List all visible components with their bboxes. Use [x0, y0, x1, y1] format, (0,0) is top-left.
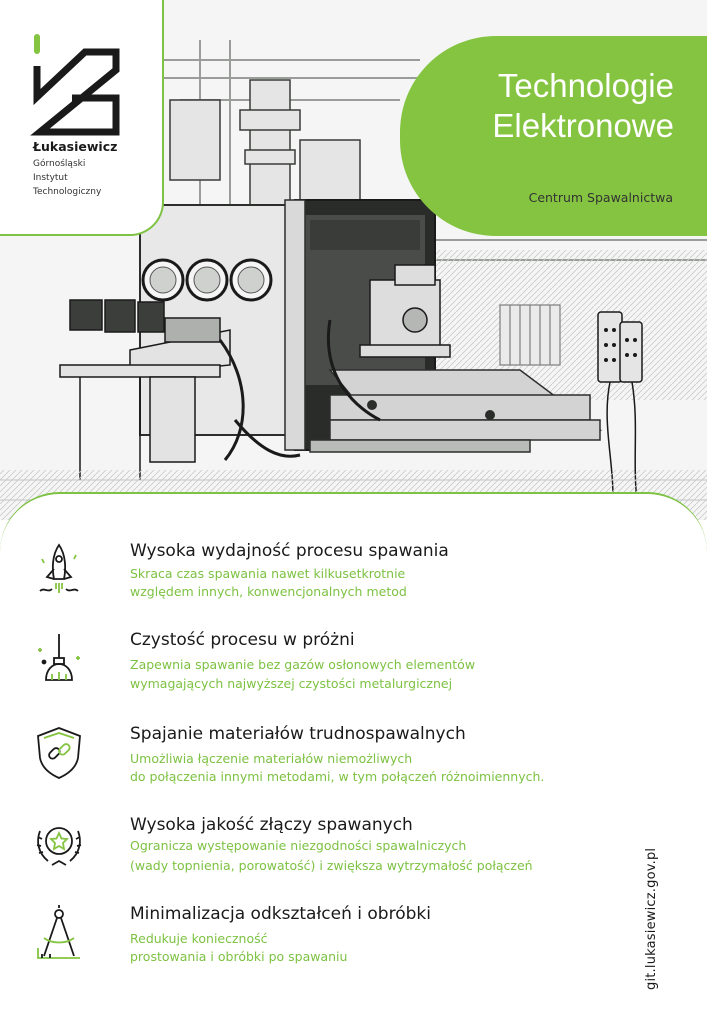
logo-subtitle [33, 157, 101, 199]
feature-description: Zapewnia spawanie bez gazów osłonowych elementów [130, 657, 476, 672]
feature-heading: Czystość procesu w próżni [130, 630, 355, 650]
feature-item [0, 724, 620, 814]
logo-card [0, 0, 164, 236]
feature-description: do połączenia innymi metodami, w tym połączeń różnoimiennych. [130, 769, 545, 784]
title-line: Technologie [497, 67, 674, 104]
logo-sub-line: Instytut [33, 173, 68, 183]
feature-description: Ogranicza występowanie niezgodności spawalniczych [130, 838, 467, 853]
broom-icon [30, 630, 88, 688]
laurel-star-icon [30, 815, 88, 873]
feature-heading: Wysoka jakość złączy spawanych [130, 815, 413, 835]
feature-item [0, 815, 620, 905]
feature-description: prostowania i obróbki po spawaniu [130, 949, 348, 964]
feature-item [0, 904, 620, 994]
feature-item [0, 541, 620, 631]
page-title [492, 66, 674, 146]
shield-link-icon [30, 724, 88, 782]
feature-description: względem innych, konwencjonalnych metod [130, 584, 407, 599]
feature-description: Skraca czas spawania nawet kilkusetkrotnie [130, 566, 406, 581]
feature-description: wymagających najwyższej czystości metalurgicznej [130, 676, 453, 691]
feature-description: Redukuje konieczność [130, 931, 268, 946]
lukasiewicz-logo-mark [30, 32, 126, 138]
logo-name: Łukasiewicz [33, 139, 118, 154]
logo-sub-line: Górnośląski [33, 159, 86, 169]
feature-description: (wady topnienia, porowatość) i zwiększa wytrzymałość połączeń [130, 858, 533, 873]
logo-sub-line: Technologiczny [33, 187, 102, 197]
feature-heading: Minimalizacja odkształceń i obróbki [130, 904, 431, 924]
feature-heading: Spajanie materiałów trudnospawalnych [130, 724, 466, 744]
feature-description: Umożliwia łączenie materiałów niemożliwych [130, 751, 413, 766]
compass-icon [30, 904, 88, 962]
feature-heading: Wysoka wydajność procesu spawania [130, 541, 449, 561]
title-line: Elektronowe [492, 107, 674, 144]
rocket-icon [30, 541, 88, 599]
website-url[interactable]: git.lukasiewicz.gov.pl [644, 847, 659, 990]
feature-item [0, 630, 620, 720]
page-subtitle: Centrum Spawalnictwa [528, 190, 673, 205]
